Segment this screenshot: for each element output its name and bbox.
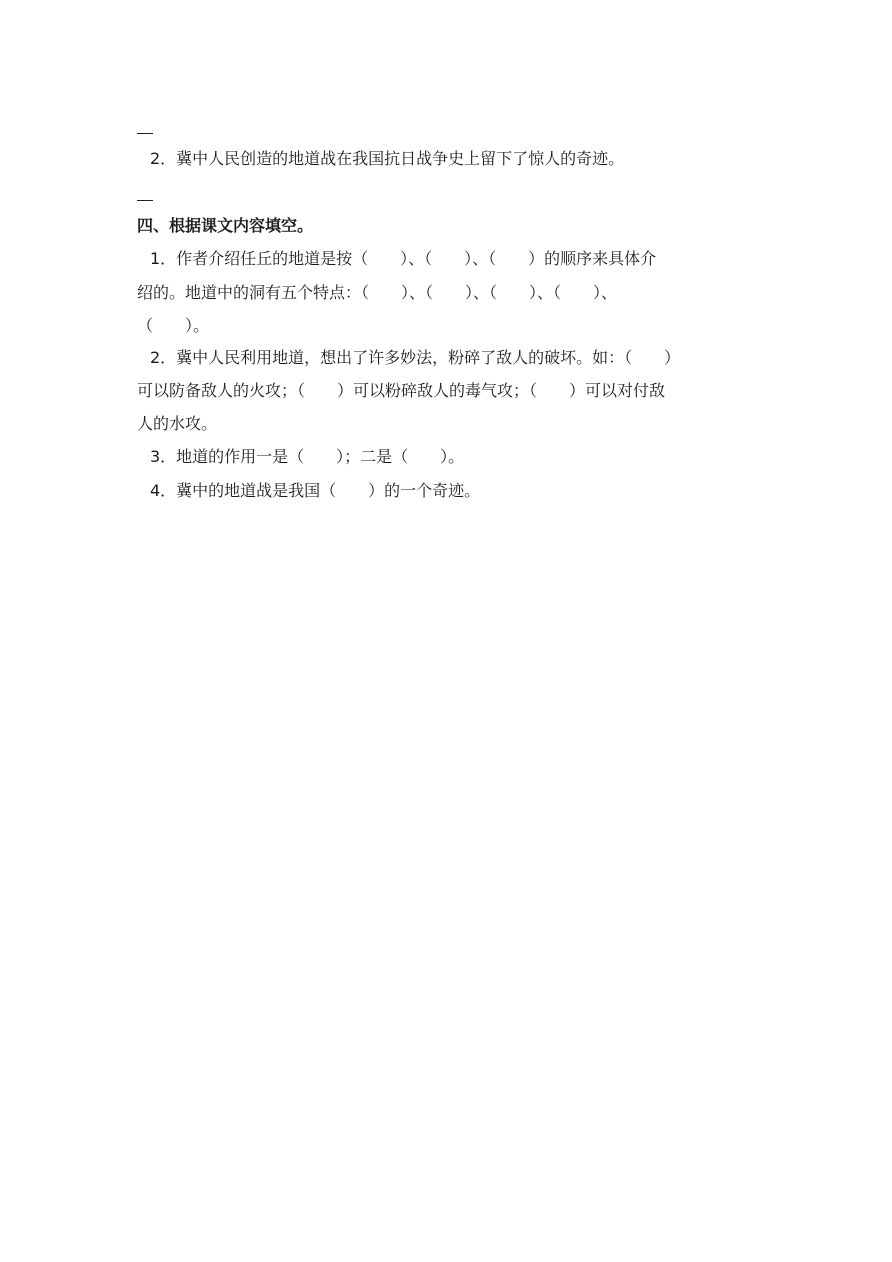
fill-item-1-line-3: （ ）。 — [137, 316, 210, 335]
fill-item-1-line-1: 1．作者介绍任丘的地道是按（ ）、（ ）、（ ）的顺序来具体介 — [150, 249, 657, 268]
fill-item-2-line-3: 人的水攻。 — [137, 414, 218, 433]
fill-item-2-line-1: 2．冀中人民利用地道，想出了许多妙法，粉碎了敌人的破坏。如：（ ） — [150, 348, 681, 367]
fill-item-1-line-2: 绍的。地道中的洞有五个特点：（ ）、（ ）、（ ）、（ ）、 — [137, 283, 618, 302]
question-item-2: 2．冀中人民创造的地道战在我国抗日战争史上留下了惊人的奇迹。 — [150, 149, 625, 168]
fill-item-2-line-2: 可以防备敌人的火攻；（ ）可以粉碎敌人的毒气攻；（ ）可以对付敌 — [137, 381, 666, 400]
answer-blank-line — [137, 200, 153, 201]
answer-blank-line — [137, 133, 153, 134]
fill-item-4: 4．冀中的地道战是我国（ ）的一个奇迹。 — [150, 481, 481, 500]
fill-item-3: 3．地道的作用一是（ ）；二是（ ）。 — [150, 447, 465, 466]
section-four-title: 四、根据课文内容填空。 — [137, 216, 314, 235]
